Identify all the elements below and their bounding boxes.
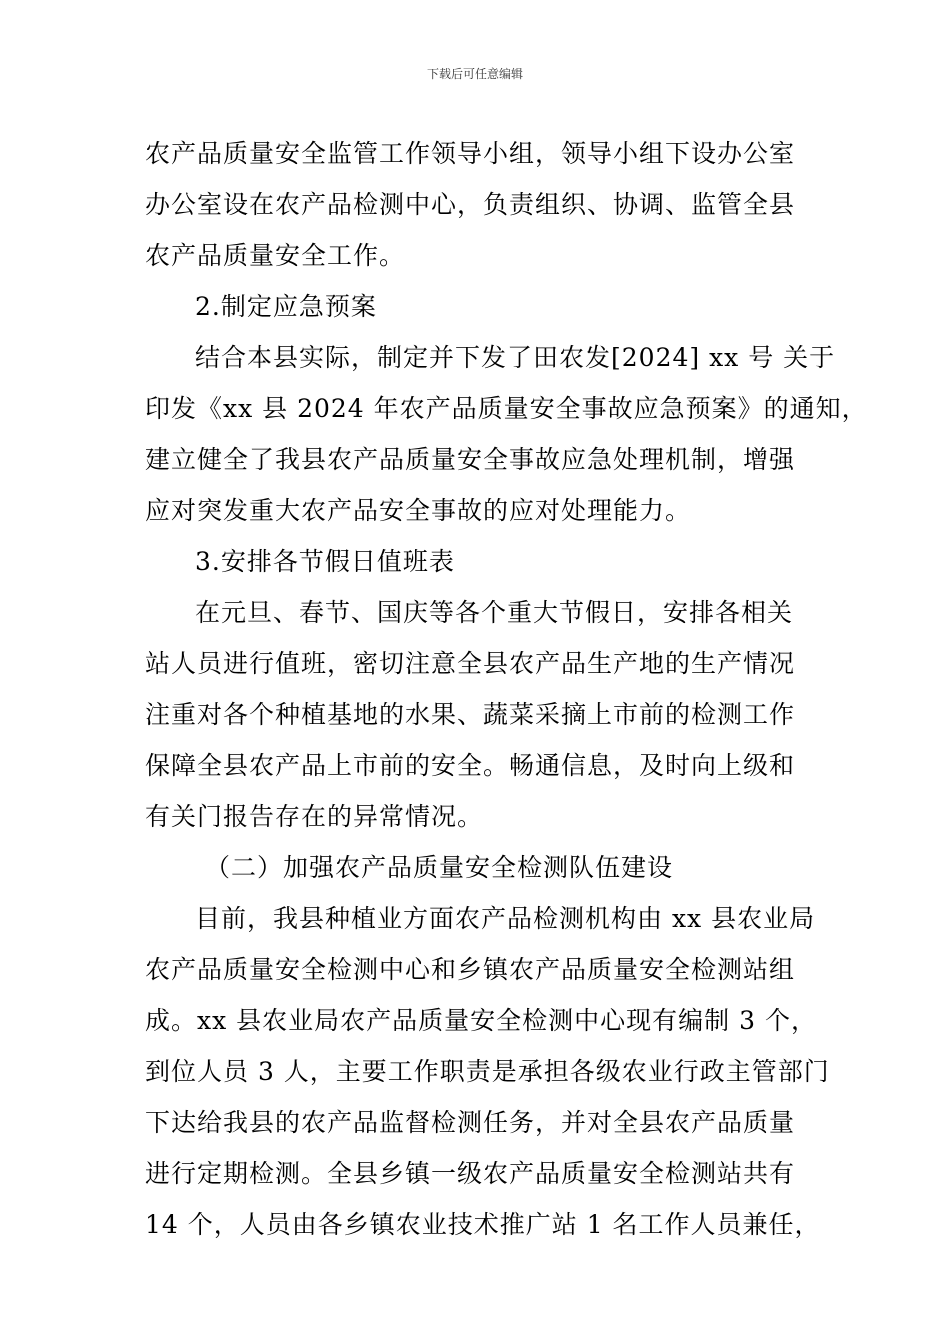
paragraph-line: 进行定期检测。全县乡镇一级农产品质量安全检测站共有 bbox=[145, 1159, 796, 1188]
paragraph-line: 建立健全了我县农产品质量安全事故应急处理机制，增强 bbox=[145, 445, 796, 474]
paragraph-line: 结合本县实际，制定并下发了田农发[2024] xx 号 关于 bbox=[195, 343, 836, 372]
paragraph-line: 有关门报告存在的异常情况。 bbox=[145, 802, 484, 831]
paragraph-line: 在元旦、春节、国庆等各个重大节假日，安排各相关 bbox=[195, 598, 794, 627]
paragraph-line: 目前，我县种植业方面农产品检测机构由 xx 县农业局 bbox=[195, 904, 816, 933]
paragraph-line: 农产品质量安全检测中心和乡镇农产品质量安全检测站组 bbox=[145, 955, 796, 984]
paragraph-line: 保障全县农产品上市前的安全。畅通信息，及时向上级和 bbox=[145, 751, 796, 780]
paragraph-line: 到位人员 3 人，主要工作职责是承担各级农业行政主管部门 bbox=[145, 1057, 830, 1086]
section-heading: 2.制定应急预案 bbox=[195, 292, 377, 321]
section-heading: 3.安排各节假日值班表 bbox=[195, 547, 455, 576]
paragraph-line: 应对突发重大农产品安全事故的应对处理能力。 bbox=[145, 496, 692, 525]
paragraph-line: 站人员进行值班，密切注意全县农产品生产地的生产情况 bbox=[145, 649, 796, 678]
document-body bbox=[145, 128, 868, 1250]
page-header: 下载后可任意编辑 bbox=[426, 67, 523, 81]
paragraph-line: 农产品质量安全监管工作领导小组，领导小组下设办公室 bbox=[145, 139, 796, 168]
section-heading: （二）加强农产品质量安全检测队伍建设 bbox=[205, 853, 674, 882]
paragraph-line: 成。xx 县农业局农产品质量安全检测中心现有编制 3 个， bbox=[145, 1006, 817, 1035]
paragraph-line: 农产品质量安全工作。 bbox=[145, 241, 406, 270]
paragraph-line: 14 个，人员由各乡镇农业技术推广站 1 名工作人员兼任， bbox=[145, 1210, 821, 1239]
paragraph-line: 印发《xx 县 2024 年农产品质量安全事故应急预案》的通知， bbox=[145, 394, 868, 423]
paragraph-line: 下达给我县的农产品监督检测任务，并对全县农产品质量 bbox=[145, 1108, 796, 1137]
paragraph-line: 注重对各个种植基地的水果、蔬菜采摘上市前的检测工作 bbox=[145, 700, 796, 729]
paragraph-line: 办公室设在农产品检测中心，负责组织、协调、监管全县 bbox=[145, 190, 796, 219]
